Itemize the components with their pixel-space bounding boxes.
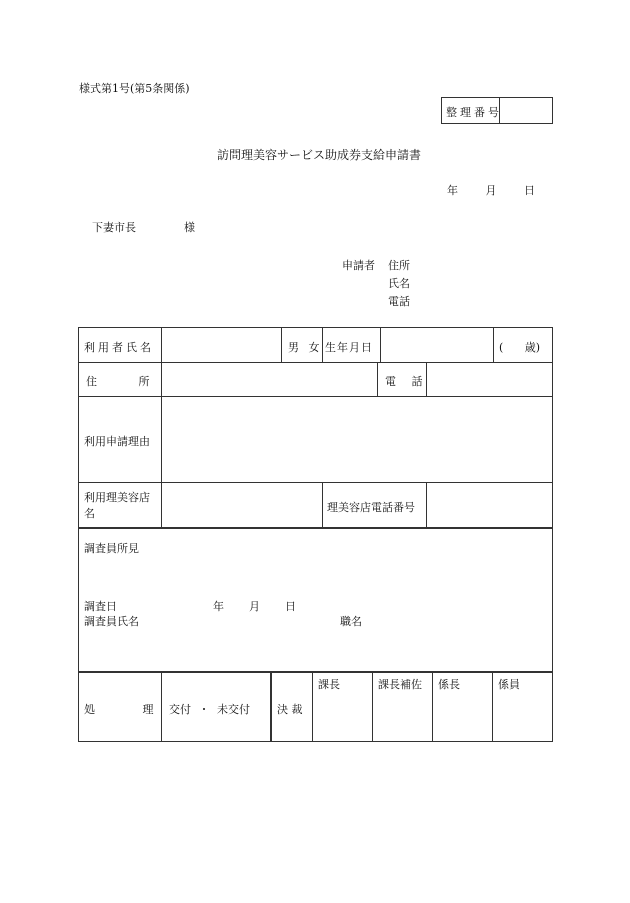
shop-phone-field[interactable] xyxy=(427,483,552,527)
reason-label: 利用申請理由 xyxy=(84,435,150,448)
issuance-status[interactable]: 交付 ・ 未交付 xyxy=(169,703,250,716)
investigation-date-label: 調査日 xyxy=(84,600,117,613)
investigator-name-label: 調査員氏名 xyxy=(84,615,139,628)
role-section-chief: 課長 xyxy=(318,678,340,691)
birthdate-label: 生年月日 xyxy=(325,341,373,354)
investigator-opinion-label: 調査員所見 xyxy=(84,542,139,555)
user-name-field[interactable] xyxy=(162,328,281,362)
user-name-label: 利用者氏名 xyxy=(84,341,154,354)
ref-number-box xyxy=(441,97,553,124)
role-assistant-chief: 課長補佐 xyxy=(378,678,422,691)
investigation-date-year: 年 xyxy=(213,600,224,613)
date-year: 年 xyxy=(447,184,458,197)
addressee-name: 下妻市長 xyxy=(92,221,136,234)
role-subsection-chief: 係長 xyxy=(438,678,460,691)
date-month: 月 xyxy=(485,184,497,197)
addressee-honorific: 様 xyxy=(184,221,195,234)
ref-number-label: 整理番号 xyxy=(446,106,502,119)
gender-options[interactable]: 男 女 xyxy=(288,341,323,354)
approval-label: 決 裁 xyxy=(277,703,303,716)
shop-field[interactable] xyxy=(162,483,322,527)
investigation-date-day: 日 xyxy=(285,600,296,613)
document-title: 訪問理美容サービス助成券支給申請書 xyxy=(217,148,422,162)
submission-date xyxy=(447,182,535,198)
applicant-phone-label: 電話 xyxy=(388,295,410,308)
date-day: 日 xyxy=(524,184,535,197)
birthdate-field[interactable] xyxy=(381,328,493,362)
role-staff: 係員 xyxy=(498,678,520,691)
shop-phone-label: 理美容店電話番号 xyxy=(327,501,415,514)
investigation-date-month: 月 xyxy=(249,600,260,613)
reason-field[interactable] xyxy=(162,397,552,482)
investigator-title-label: 職名 xyxy=(340,615,362,628)
form-number: 様式第1号(第5条関係) xyxy=(79,82,190,95)
applicant-address-label: 住所 xyxy=(388,259,410,272)
address-label: 住 所 xyxy=(86,375,150,388)
applicant-name-label: 氏名 xyxy=(388,277,410,290)
ref-number-field[interactable] xyxy=(500,98,552,123)
applicant-label: 申請者 xyxy=(342,259,375,272)
age-field[interactable]: ( 歳) xyxy=(499,341,541,354)
shop-label: 利用理美容店名 xyxy=(84,491,150,520)
address-field[interactable] xyxy=(162,363,377,396)
processing-label: 処 理 xyxy=(84,703,154,716)
phone-field[interactable] xyxy=(427,363,552,396)
phone-label: 電 話 xyxy=(385,375,423,388)
